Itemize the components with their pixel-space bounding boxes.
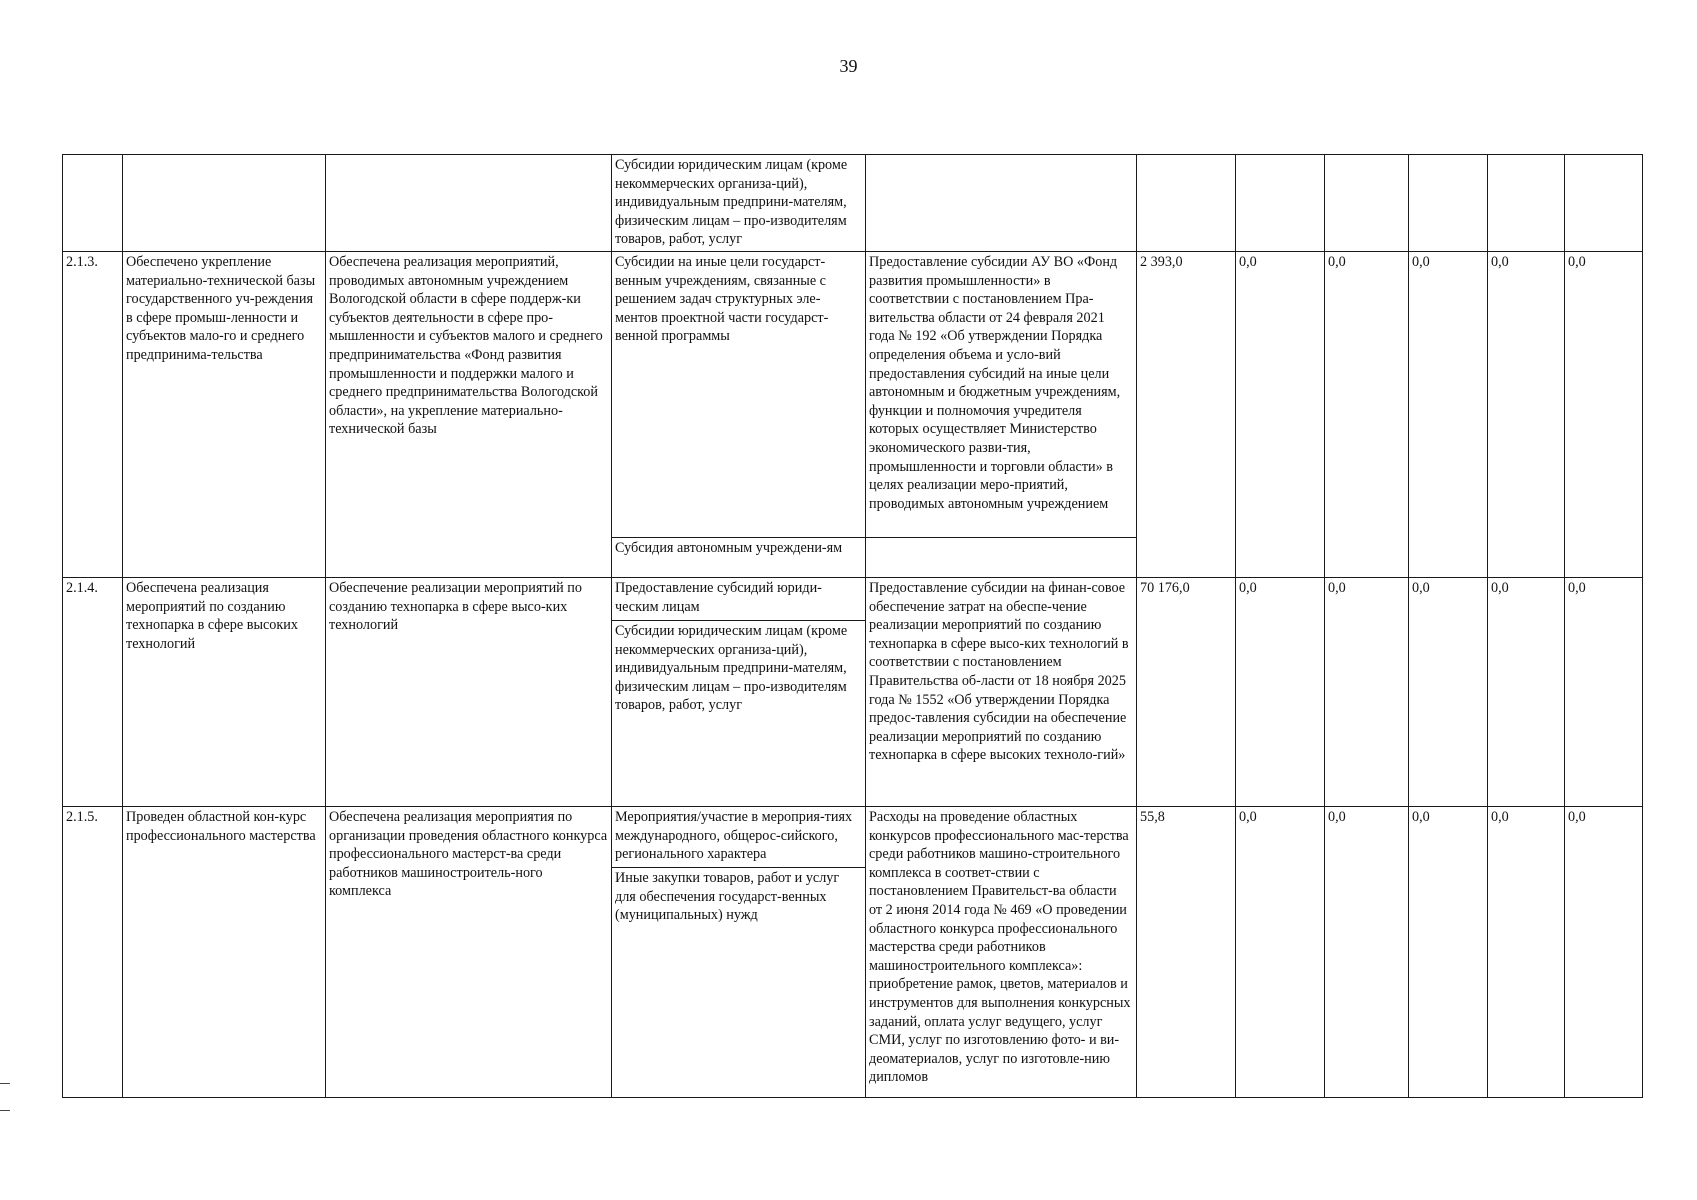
- amount-cell: 0,0: [1325, 252, 1409, 578]
- funding-source-cell: Субсидии юридическим лицам (кроме некоммерческих организа-ций), индивидуальным предприни-мателям, физическим лицам – про-изводителям товаров, работ, услуг: [612, 155, 866, 252]
- funding-source-cell: Субсидия автономным учреждени-ям: [612, 538, 866, 578]
- measure-cell: Обеспечена реализация мероприятия по организации проведения областного конкурса профессионального мастерст-ва среди работников машиностроитель-ного комплекса: [326, 807, 612, 1098]
- result-cell: Проведен областной кон-курс профессионального мастерства: [123, 807, 326, 1098]
- amount-cell: [1236, 155, 1325, 252]
- amount-cell: 55,8: [1137, 807, 1236, 1098]
- measure-cell: Обеспечение реализации мероприятий по созданию технопарка в сфере высо-ких технологий: [326, 578, 612, 807]
- amount-cell: 0,0: [1236, 252, 1325, 578]
- amount-cell: 0,0: [1325, 578, 1409, 807]
- row-number-cell: [63, 155, 123, 252]
- amount-cell: 0,0: [1325, 807, 1409, 1098]
- amount-cell: [1409, 155, 1488, 252]
- table-row: [63, 807, 1643, 868]
- row-number-cell: 2.1.5.: [63, 807, 123, 1098]
- description-cell: [866, 538, 1137, 578]
- result-cell: [123, 155, 326, 252]
- table-row: [63, 578, 1643, 621]
- result-cell: Обеспечена реализация мероприятий по созданию технопарка в сфере высоких технологий: [123, 578, 326, 807]
- result-cell: Обеспечено укрепление материально-технической базы государственного уч-реждения в сфере промыш-ленности и субъектов мало-го и среднего предпринима-тельства: [123, 252, 326, 578]
- funding-source-cell: Предоставление субсидий юриди-ческим лицам: [612, 578, 866, 621]
- funding-source-cell: Субсидии на иные цели государст-венным учреждениям, связанные с решением задач структурных эле-ментов проектной части государст-венной программы: [612, 252, 866, 538]
- amount-cell: 0,0: [1236, 807, 1325, 1098]
- amount-cell: 2 393,0: [1137, 252, 1236, 578]
- amount-cell: 0,0: [1409, 578, 1488, 807]
- amount-cell: 0,0: [1409, 807, 1488, 1098]
- funding-source-cell: Субсидии юридическим лицам (кроме некоммерческих организа-ций), индивидуальным предприни-мателям, физическим лицам – про-изводителям товаров, работ, услуг: [612, 621, 866, 807]
- page-number: 39: [839, 56, 858, 76]
- measure-cell: [326, 155, 612, 252]
- row-number-cell: 2.1.4.: [63, 578, 123, 807]
- amount-cell: 0,0: [1236, 578, 1325, 807]
- amount-cell: 0,0: [1488, 807, 1565, 1098]
- funding-source-cell: Иные закупки товаров, работ и услуг для обеспечения государст-венных (муниципальных) нужд: [612, 868, 866, 1098]
- amount-cell: [1137, 155, 1236, 252]
- amount-cell: [1565, 155, 1643, 252]
- scan-mark: [0, 1083, 10, 1084]
- table-row: [63, 155, 1643, 252]
- description-cell: Расходы на проведение областных конкурсов профессионального мас-терства среди работников машино-строительного комплекса в соответ-ствии с постановлением Правительст-ва области от 2 июня 2014 года № 469 «О проведении областного конкурса профессионального мастерства среди работников машиностроительного комплекса»: приобретение рамок, цветов, материалов и инструментов для выполнения конкурсных заданий, оплата услуг ведущего, услуг СМИ, услуг по изготовлению фото- и ви-деоматериалов, услуг по изготовле-нию дипломов: [866, 807, 1137, 1098]
- table-row: [63, 252, 1643, 538]
- amount-cell: 0,0: [1565, 252, 1643, 578]
- measure-cell: Обеспечена реализация мероприятий, проводимых автономным учреждением Вологодской области в сфере поддерж-ки субъектов деятельности в сфере про-мышленности и субъектов малого и среднего предпринимательства «Фонд развития промышленности и поддержки малого и среднего предпринимательства Вологодской области», на укрепление материально-технической базы: [326, 252, 612, 578]
- budget-table: [62, 154, 1643, 1098]
- amount-cell: 0,0: [1488, 578, 1565, 807]
- amount-cell: [1325, 155, 1409, 252]
- funding-source-cell: Мероприятия/участие в мероприя-тиях международного, общерос-сийского, регионального характера: [612, 807, 866, 868]
- amount-cell: 0,0: [1565, 807, 1643, 1098]
- amount-cell: 70 176,0: [1137, 578, 1236, 807]
- description-cell: [866, 155, 1137, 252]
- scan-mark: [0, 1110, 10, 1111]
- amount-cell: 0,0: [1488, 252, 1565, 578]
- amount-cell: 0,0: [1565, 578, 1643, 807]
- row-number-cell: 2.1.3.: [63, 252, 123, 578]
- description-cell: Предоставление субсидии АУ ВО «Фонд развития промышленности» в соответствии с постановлением Пра-вительства области от 24 февраля 2021 года № 192 «Об утверждении Порядка определения объема и усло-вий предоставления субсидий на иные цели автономным и бюджетным учреждениям, функции и полномочия учредителя которых осуществляет Министерство экономического разви-тия, промышленности и торговли области» в целях реализации меро-приятий, проводимых автономным учреждением: [866, 252, 1137, 538]
- description-cell: Предоставление субсидии на финан-совое обеспечение затрат на обеспе-чение реализации мероприятий по созданию технопарка в сфере высо-ких технологий в соответствии с постановлением Правительства об-ласти от 18 ноября 2025 года № 1552 «Об утверждении Порядка предос-тавления субсидии на обеспечение реализации мероприятий по созданию технопарка в сфере высоких техноло-гий»: [866, 578, 1137, 807]
- amount-cell: [1488, 155, 1565, 252]
- amount-cell: 0,0: [1409, 252, 1488, 578]
